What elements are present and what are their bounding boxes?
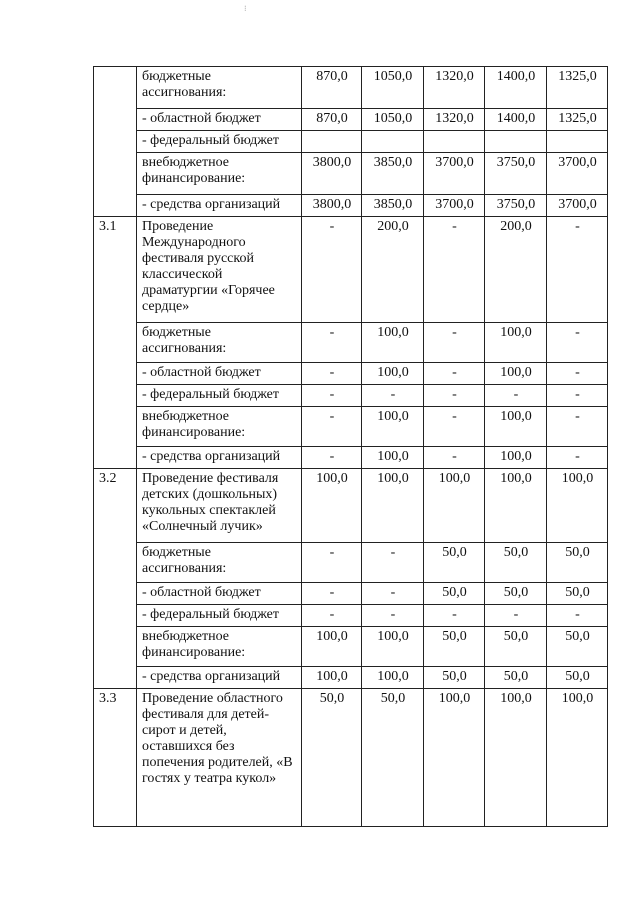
- value-cell: -: [424, 385, 485, 407]
- table-row: [94, 153, 608, 195]
- value-cell: -: [547, 605, 608, 627]
- value-cell: 100,0: [362, 469, 424, 543]
- value-cell: 50,0: [547, 627, 608, 667]
- table-row: [94, 627, 608, 667]
- value-cell: 1050,0: [362, 109, 424, 131]
- value-cell: -: [302, 447, 362, 469]
- value-cell: 50,0: [424, 583, 485, 605]
- value-cell: -: [547, 407, 608, 447]
- value-cell: -: [362, 605, 424, 627]
- table-row: [94, 583, 608, 605]
- row-label-cell: внебюджетное финансирование:: [137, 627, 302, 667]
- value-cell: 50,0: [547, 667, 608, 689]
- row-label-cell: Проведение областного фестиваля для детей-сирот и детей, оставшихся без попечения родителей, «В гостях у театра кукол»: [137, 689, 302, 827]
- value-cell: -: [424, 605, 485, 627]
- value-cell: 100,0: [424, 689, 485, 827]
- value-cell: [362, 131, 424, 153]
- row-label-cell: - средства организаций: [137, 667, 302, 689]
- value-cell: 100,0: [485, 323, 547, 363]
- row-label-cell: Проведение Международного фестиваля русской классической драматургии «Горячее сердце»: [137, 217, 302, 323]
- table-row: [94, 407, 608, 447]
- value-cell: -: [302, 605, 362, 627]
- value-cell: 100,0: [547, 689, 608, 827]
- value-cell: 100,0: [362, 407, 424, 447]
- value-cell: 100,0: [302, 627, 362, 667]
- value-cell: 50,0: [302, 689, 362, 827]
- value-cell: -: [302, 583, 362, 605]
- value-cell: -: [424, 447, 485, 469]
- value-cell: 100,0: [302, 667, 362, 689]
- table-row: [94, 323, 608, 363]
- row-label-cell: Проведение фестиваля детских (дошкольных) кукольных спектаклей «Солнечный лучик»: [137, 469, 302, 543]
- table-row: [94, 131, 608, 153]
- value-cell: -: [362, 385, 424, 407]
- row-label-cell: - средства организаций: [137, 447, 302, 469]
- row-label-cell: - средства организаций: [137, 195, 302, 217]
- row-label-cell: - федеральный бюджет: [137, 131, 302, 153]
- value-cell: -: [547, 363, 608, 385]
- value-cell: 1050,0: [362, 67, 424, 109]
- section-index-cell: 3.1: [94, 217, 137, 469]
- value-cell: -: [302, 323, 362, 363]
- value-cell: 870,0: [302, 67, 362, 109]
- value-cell: 1325,0: [547, 67, 608, 109]
- value-cell: 3750,0: [485, 195, 547, 217]
- value-cell: 3800,0: [302, 153, 362, 195]
- value-cell: 50,0: [547, 543, 608, 583]
- table-row: [94, 447, 608, 469]
- row-label-cell: внебюджетное финансирование:: [137, 407, 302, 447]
- value-cell: 100,0: [485, 447, 547, 469]
- table-row: [94, 109, 608, 131]
- value-cell: 50,0: [485, 583, 547, 605]
- value-cell: -: [485, 605, 547, 627]
- value-cell: 200,0: [485, 217, 547, 323]
- value-cell: -: [424, 407, 485, 447]
- value-cell: 50,0: [485, 627, 547, 667]
- section-index-cell: 3.2: [94, 469, 137, 689]
- table-row: [94, 217, 608, 323]
- value-cell: 3700,0: [424, 153, 485, 195]
- value-cell: 870,0: [302, 109, 362, 131]
- value-cell: -: [547, 385, 608, 407]
- value-cell: 50,0: [547, 583, 608, 605]
- value-cell: 100,0: [547, 469, 608, 543]
- value-cell: -: [362, 543, 424, 583]
- value-cell: 1320,0: [424, 109, 485, 131]
- value-cell: -: [302, 385, 362, 407]
- value-cell: 3700,0: [547, 153, 608, 195]
- value-cell: 3700,0: [547, 195, 608, 217]
- funding-table: [93, 66, 608, 827]
- funding-table-body: [94, 67, 608, 827]
- value-cell: -: [424, 217, 485, 323]
- row-label-cell: - федеральный бюджет: [137, 605, 302, 627]
- value-cell: 50,0: [424, 667, 485, 689]
- value-cell: 50,0: [485, 667, 547, 689]
- row-label-cell: внебюджетное финансирование:: [137, 153, 302, 195]
- value-cell: 50,0: [485, 543, 547, 583]
- value-cell: 3800,0: [302, 195, 362, 217]
- value-cell: 100,0: [362, 363, 424, 385]
- value-cell: 200,0: [362, 217, 424, 323]
- table-row: [94, 689, 608, 827]
- value-cell: 50,0: [424, 627, 485, 667]
- value-cell: -: [485, 385, 547, 407]
- row-label-cell: - областной бюджет: [137, 363, 302, 385]
- row-label-cell: бюджетные ассигнования:: [137, 543, 302, 583]
- section-index-cell: 3.3: [94, 689, 137, 827]
- table-row: [94, 469, 608, 543]
- table-row: [94, 605, 608, 627]
- value-cell: [302, 131, 362, 153]
- table-row: [94, 385, 608, 407]
- table-row: [94, 67, 608, 109]
- table-row: [94, 667, 608, 689]
- value-cell: -: [302, 363, 362, 385]
- value-cell: -: [547, 217, 608, 323]
- value-cell: -: [424, 363, 485, 385]
- value-cell: 100,0: [362, 447, 424, 469]
- value-cell: 100,0: [424, 469, 485, 543]
- value-cell: 1325,0: [547, 109, 608, 131]
- value-cell: -: [424, 323, 485, 363]
- value-cell: 1400,0: [485, 109, 547, 131]
- value-cell: 100,0: [302, 469, 362, 543]
- value-cell: 100,0: [362, 667, 424, 689]
- value-cell: [485, 131, 547, 153]
- value-cell: [424, 131, 485, 153]
- value-cell: 100,0: [485, 689, 547, 827]
- table-row: [94, 543, 608, 583]
- row-label-cell: бюджетные ассигнования:: [137, 323, 302, 363]
- value-cell: -: [547, 323, 608, 363]
- value-cell: 3850,0: [362, 153, 424, 195]
- row-label-cell: - федеральный бюджет: [137, 385, 302, 407]
- value-cell: 1320,0: [424, 67, 485, 109]
- value-cell: 50,0: [362, 689, 424, 827]
- section-index-cell: [94, 67, 137, 217]
- value-cell: 3850,0: [362, 195, 424, 217]
- value-cell: 3700,0: [424, 195, 485, 217]
- value-cell: 100,0: [485, 407, 547, 447]
- value-cell: [547, 131, 608, 153]
- value-cell: 3750,0: [485, 153, 547, 195]
- value-cell: 50,0: [424, 543, 485, 583]
- table-row: [94, 363, 608, 385]
- value-cell: -: [302, 217, 362, 323]
- row-label-cell: - областной бюджет: [137, 109, 302, 131]
- table-row: [94, 195, 608, 217]
- value-cell: 1400,0: [485, 67, 547, 109]
- value-cell: 100,0: [485, 469, 547, 543]
- value-cell: -: [302, 543, 362, 583]
- value-cell: -: [362, 583, 424, 605]
- value-cell: -: [302, 407, 362, 447]
- value-cell: 100,0: [362, 627, 424, 667]
- row-label-cell: бюджетные ассигнования:: [137, 67, 302, 109]
- scan-speck: ⁝: [244, 4, 247, 13]
- value-cell: -: [547, 447, 608, 469]
- value-cell: 100,0: [485, 363, 547, 385]
- row-label-cell: - областной бюджет: [137, 583, 302, 605]
- value-cell: 100,0: [362, 323, 424, 363]
